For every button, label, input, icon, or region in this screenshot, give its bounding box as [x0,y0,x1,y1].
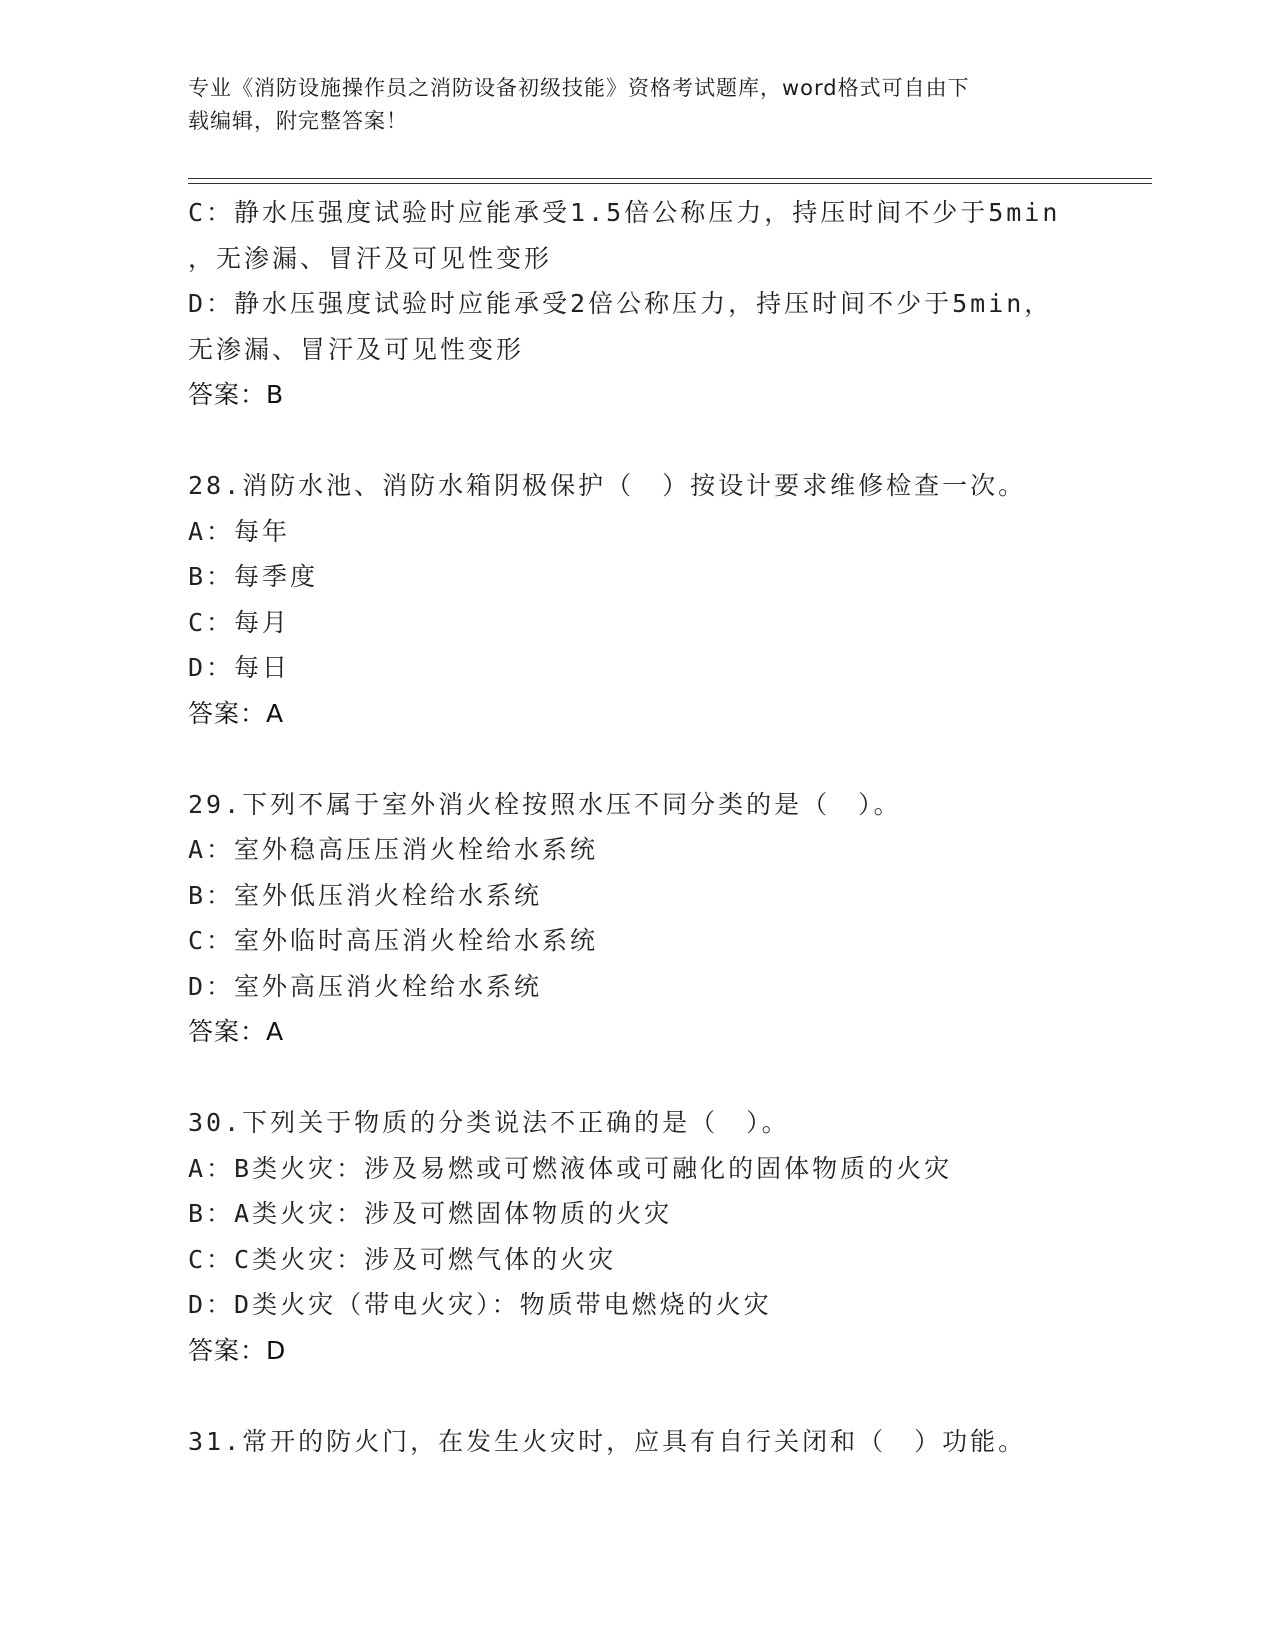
option-b: B：室外低压消火栓给水系统 [188,880,543,910]
option-a: A：室外稳高压压消火栓给水系统 [188,835,599,864]
option-d: D：每日 [188,653,291,682]
option-d-line-1: D：静水压强度试验时应能承受2倍公称压力，持压时间不少于5min， [188,289,1053,318]
question-stem: 28.消防水池、消防水箱阴极保护（ ）按设计要求维修检查一次。 [188,471,1027,500]
option-a: A：B类火灾：涉及易燃或可燃液体或可融化的固体物质的火灾 [188,1153,953,1183]
question-stem: 29.下列不属于室外消火栓按照水压不同分类的是（ ）。 [188,789,902,819]
answer-line: 答案：A [188,698,285,728]
option-b: B：每季度 [188,562,319,591]
question-stem: 30.下列关于物质的分类说法不正确的是（ ）。 [188,1108,790,1137]
option-c: C：每月 [188,607,291,637]
spacer [188,1055,1118,1101]
answer-line: 答案：D [188,1335,287,1365]
option-c-line-2: ，无渗漏、冒汗及可见性变形 [188,243,553,273]
option-b: B：A类火灾：涉及可燃固体物质的火灾 [188,1199,673,1228]
question-content [188,190,1118,1464]
option-c: C：室外临时高压消火栓给水系统 [188,926,599,955]
document-header [188,72,1078,138]
spacer [188,1373,1118,1419]
answer-line: 答案：A [188,1017,285,1046]
header-line-2: 载编辑，附完整答案！ [188,109,408,133]
option-c: C：C类火灾：涉及可燃气体的火灾 [188,1244,617,1274]
option-d: D：D类火灾（带电火灾）：物质带电燃烧的火灾 [188,1290,772,1319]
header-line-1: 专业《消防设施操作员之消防设备初级技能》资格考试题库，word格式可自由下 [188,76,970,100]
carryover-question [188,190,1118,418]
option-d: D：室外高压消火栓给水系统 [188,971,543,1001]
answer-line: 答案：B [188,380,285,409]
option-d-line-2: 无渗漏、冒汗及可见性变形 [188,334,525,364]
spacer [188,418,1118,464]
question-stem: 31.常开的防火门，在发生火灾时，应具有自行关闭和（ ）功能。 [188,1426,1027,1456]
header-divider-top [188,178,1152,179]
question-30 [188,1100,1118,1373]
header-divider-bottom [188,183,1152,184]
question-29 [188,782,1118,1055]
question-28 [188,463,1118,736]
option-c-line-1: C：静水压强度试验时应能承受1.5倍公称压力，持压时间不少于5min [188,198,1061,227]
question-31 [188,1419,1118,1465]
option-a: A：每年 [188,516,291,546]
spacer [188,736,1118,782]
